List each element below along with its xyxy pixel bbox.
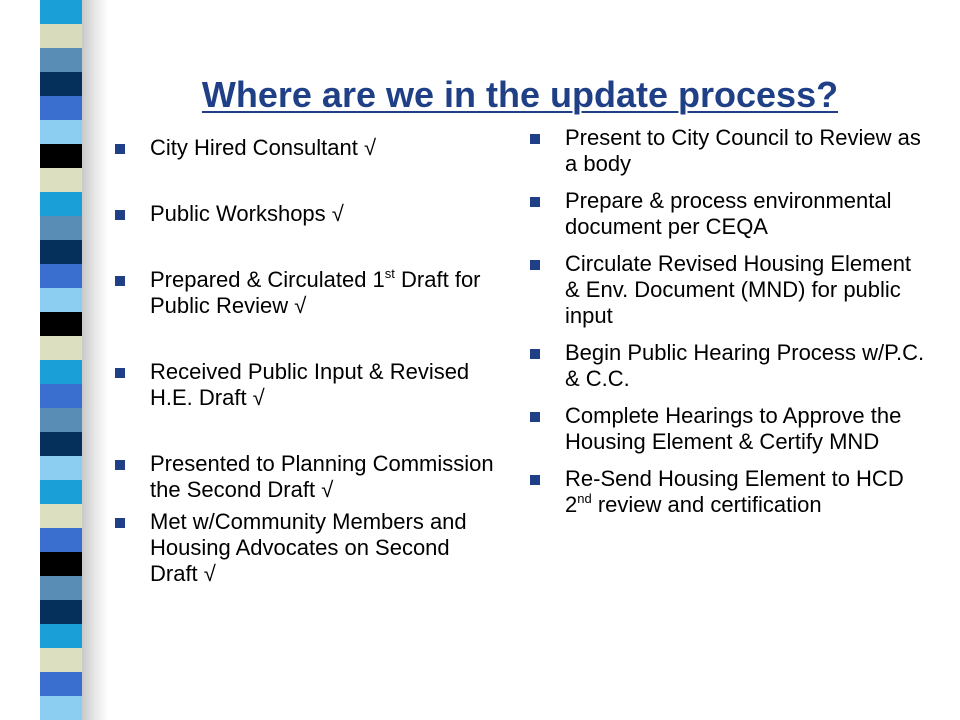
list-item — [530, 403, 930, 455]
list-item-text: Public Workshops √ — [150, 201, 344, 226]
stripe-segment — [40, 504, 82, 528]
stripe-segment — [40, 552, 82, 576]
remaining-steps-list — [530, 125, 930, 529]
stripe-segment — [40, 264, 82, 288]
square-bullet-icon — [115, 144, 125, 154]
list-item — [530, 340, 930, 392]
list-item — [115, 509, 495, 587]
superscript: nd — [577, 491, 592, 506]
stripe-segment — [40, 0, 82, 24]
list-item — [530, 125, 930, 177]
list-item-text: Complete Hearings to Approve the Housing Element & Certify MND — [565, 403, 902, 454]
list-item — [115, 267, 495, 319]
completed-steps-list — [115, 135, 495, 587]
stripe-segment — [40, 696, 82, 720]
list-item-text: review and certification — [597, 492, 822, 517]
list-item — [115, 201, 495, 227]
stripe-segment — [40, 24, 82, 48]
stripe-segment — [40, 576, 82, 600]
stripe-segment — [40, 336, 82, 360]
list-item — [115, 135, 495, 161]
stripe-segment — [40, 600, 82, 624]
square-bullet-icon — [115, 368, 125, 378]
list-item — [115, 451, 495, 503]
list-item — [530, 251, 930, 329]
square-bullet-icon — [530, 260, 540, 270]
stripe-segment — [40, 312, 82, 336]
square-bullet-icon — [115, 518, 125, 528]
stripe-segment — [40, 48, 82, 72]
stripe-segment — [40, 432, 82, 456]
list-item-text: Re-Send Housing Element to HCD 2 — [565, 466, 904, 517]
list-item-text: Prepare & process environmental document per CEQA — [565, 188, 892, 239]
square-bullet-icon — [530, 412, 540, 422]
square-bullet-icon — [115, 460, 125, 470]
list-item — [530, 188, 930, 240]
square-bullet-icon — [115, 210, 125, 220]
list-item — [115, 359, 495, 411]
list-item-text: Met w/Community Members and Housing Advocates on Second Draft √ — [150, 509, 467, 586]
stripe-segment — [40, 384, 82, 408]
list-item-text: Received Public Input & Revised H.E. Draft √ — [150, 359, 470, 410]
stripe-segment — [40, 240, 82, 264]
stripe-segment — [40, 648, 82, 672]
stripe-segment — [40, 528, 82, 552]
list-item-text: Present to City Council to Review as a body — [565, 125, 921, 176]
slide-title: Where are we in the update process? — [201, 74, 839, 116]
stripe-segment — [40, 672, 82, 696]
square-bullet-icon — [530, 349, 540, 359]
stripe-segment — [40, 216, 82, 240]
superscript: st — [384, 266, 395, 281]
square-bullet-icon — [530, 134, 540, 144]
stripe-segment — [40, 192, 82, 216]
list-item-text: Begin Public Hearing Process w/P.C. & C.C. — [565, 340, 925, 391]
stripe-segment — [40, 456, 82, 480]
stripe-segment — [40, 408, 82, 432]
list-item-text: City Hired Consultant √ — [150, 135, 377, 160]
list-item — [530, 466, 930, 518]
square-bullet-icon — [530, 475, 540, 485]
list-item-text: Prepared & Circulated 1 — [150, 267, 385, 292]
stripe-segment — [40, 480, 82, 504]
list-item-text: Presented to Planning Commission the Second Draft √ — [150, 451, 494, 502]
square-bullet-icon — [530, 197, 540, 207]
list-item-text: Draft for Public Review √ — [150, 267, 481, 318]
stripe-segment — [40, 120, 82, 144]
stripe-segment — [40, 288, 82, 312]
stripe-segment — [40, 144, 82, 168]
stripe-segment — [40, 168, 82, 192]
stripe-segment — [40, 624, 82, 648]
list-item-text: Circulate Revised Housing Element & Env. Document (MND) for public input — [565, 251, 912, 328]
stripe-segment — [40, 360, 82, 384]
square-bullet-icon — [115, 276, 125, 286]
